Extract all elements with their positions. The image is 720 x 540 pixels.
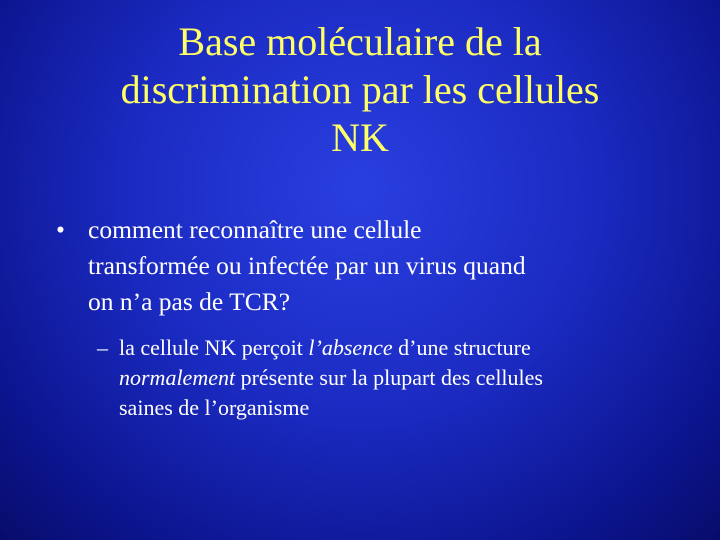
bullet-dash-icon: – xyxy=(97,335,108,360)
title-line-1: Base moléculaire de la xyxy=(178,19,542,64)
bullet-dot-icon: • xyxy=(56,215,65,244)
bullet-2-line-2 xyxy=(119,363,699,393)
bullet-2-emphasis-absence: l’absence xyxy=(308,335,393,360)
bullet-2-line-1 xyxy=(119,333,699,363)
bullet-2-emphasis-normalement: normalement xyxy=(119,365,236,390)
bullet-1-line-3: on n’a pas de TCR? xyxy=(88,287,291,316)
bullet-2-line-1-text-a: la cellule NK perçoit xyxy=(119,335,309,360)
bullet-2-line-1-text-b: d’une structure xyxy=(392,335,531,360)
bullet-2-line-3: saines de l’organisme xyxy=(119,395,310,420)
bullet-1-line-1: comment reconnaître une cellule xyxy=(88,215,422,244)
bullet-item-level-1 xyxy=(56,212,688,320)
slide-title xyxy=(40,18,680,162)
bullet-2-line-2-text: présente sur la plupart des cellules xyxy=(235,365,543,390)
title-line-2: discrimination par les cellules xyxy=(120,67,600,112)
bullet-1-line-2: transformée ou infectée par un virus quand xyxy=(88,251,526,280)
title-line-3: NK xyxy=(331,115,389,160)
bullet-item-level-2 xyxy=(97,333,699,423)
